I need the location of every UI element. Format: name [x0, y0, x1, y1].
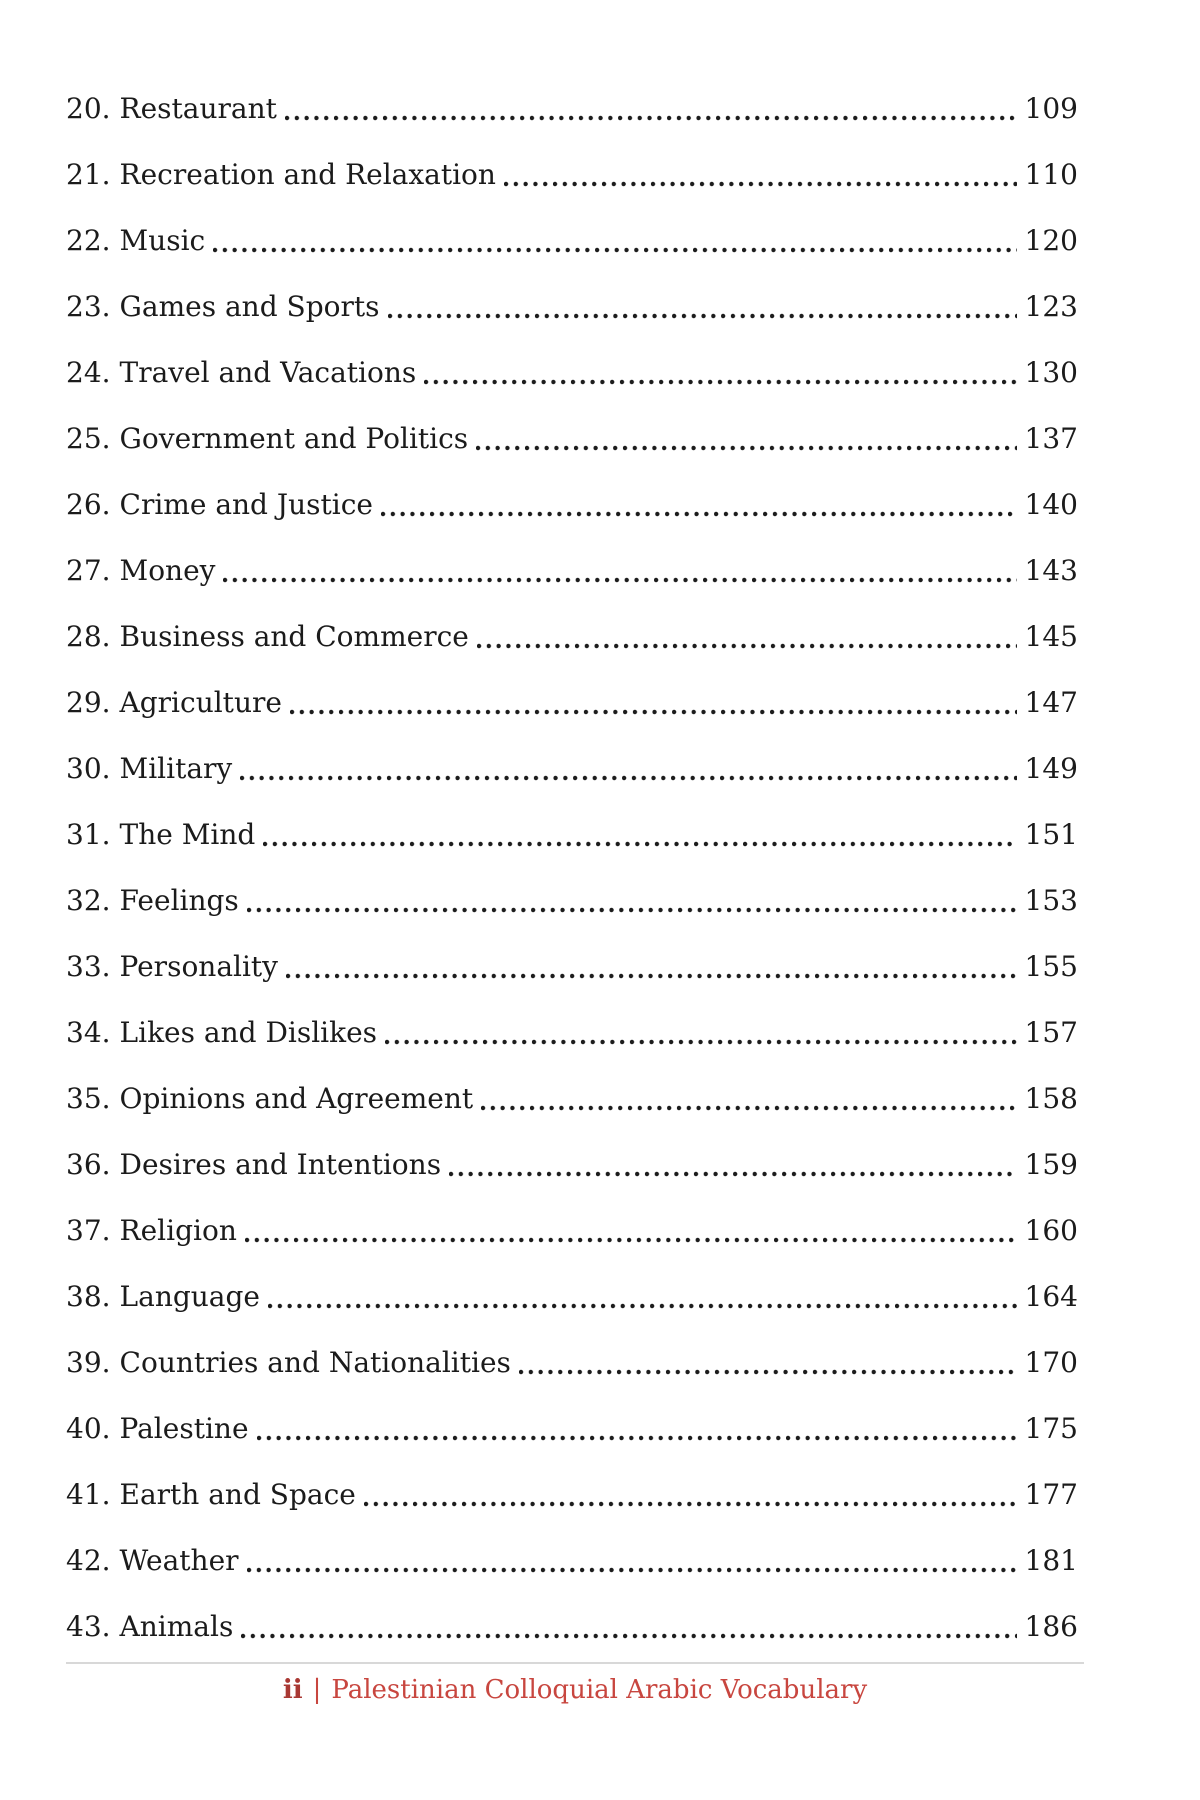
toc-entry-title: Earth and Space [119, 1478, 356, 1511]
footer-page-number: ii [282, 1675, 303, 1705]
toc-entry-title: Military [119, 752, 233, 785]
toc-entry-title: Money [119, 554, 216, 587]
footer-text [66, 1674, 1084, 1706]
toc-entry-row [66, 686, 1078, 720]
toc-entry-number: 24. [66, 356, 111, 389]
toc-entry-page: 137 [1024, 422, 1078, 455]
toc-entry-page: 149 [1024, 752, 1078, 785]
toc-entry-number: 43. [66, 1610, 111, 1643]
dot-leader [290, 709, 1017, 715]
toc-entry-page: 145 [1024, 620, 1078, 653]
toc-entry-title: Religion [119, 1214, 237, 1247]
dot-leader [449, 1171, 1016, 1177]
toc-entry-page: 175 [1024, 1412, 1078, 1445]
footer-divider [66, 1662, 1084, 1664]
toc-entry-row [66, 554, 1078, 588]
toc-entry-number: 25. [66, 422, 111, 455]
toc-entry-number: 21. [66, 158, 111, 191]
toc-entry-title: Games and Sports [119, 290, 380, 323]
toc-entry-row [66, 158, 1078, 192]
toc-entry-page: 147 [1024, 686, 1078, 719]
toc-entry-title: Weather [119, 1544, 239, 1577]
footer-book-title: Palestinian Colloquial Arabic Vocabulary [331, 1675, 868, 1705]
toc-entry-title: Likes and Dislikes [119, 1016, 378, 1049]
toc-entry-page: 151 [1024, 818, 1078, 851]
toc-entry-page: 110 [1024, 158, 1078, 191]
toc-entry-number: 34. [66, 1016, 111, 1049]
toc-entry-page: 177 [1024, 1478, 1078, 1511]
toc-entry-page: 160 [1024, 1214, 1078, 1247]
toc-entry-title: Language [119, 1280, 260, 1313]
toc-entry-row [66, 1478, 1078, 1512]
toc-entry-title: Desires and Intentions [119, 1148, 442, 1181]
toc-entry-title: Crime and Justice [119, 488, 373, 521]
toc-entry-row [66, 884, 1078, 918]
toc-entry-page: 109 [1024, 92, 1078, 125]
toc-entry-title: Feelings [119, 884, 239, 917]
toc-entry-title: Countries and Nationalities [119, 1346, 511, 1379]
dot-leader [388, 313, 1017, 319]
dot-leader [424, 379, 1016, 385]
toc-entry-row [66, 1412, 1078, 1446]
toc-entry-number: 20. [66, 92, 111, 125]
toc-entry-number: 33. [66, 950, 111, 983]
dot-leader [364, 1501, 1017, 1507]
dot-leader [240, 775, 1016, 781]
toc-entry-number: 40. [66, 1412, 111, 1445]
toc-entry-number: 28. [66, 620, 111, 653]
dot-leader [476, 445, 1016, 451]
toc-entry-number: 31. [66, 818, 111, 851]
toc-entry-row [66, 356, 1078, 390]
toc-entry-row [66, 422, 1078, 456]
toc-entry-row [66, 92, 1078, 126]
toc-entry-row [66, 1280, 1078, 1314]
toc-entry-number: 39. [66, 1346, 111, 1379]
toc-entry-number: 41. [66, 1478, 111, 1511]
toc-entry-row [66, 290, 1078, 324]
toc-entry-title: Music [119, 224, 206, 257]
toc-entry-number: 23. [66, 290, 111, 323]
dot-leader [286, 973, 1017, 979]
toc-entry-row [66, 1610, 1078, 1644]
toc-entry-number: 30. [66, 752, 111, 785]
toc-entry-title: Restaurant [119, 92, 277, 125]
dot-leader [241, 1633, 1016, 1639]
toc-entry-page: 159 [1024, 1148, 1078, 1181]
footer-separator: | [312, 1675, 322, 1705]
toc-entry-page: 164 [1024, 1280, 1078, 1313]
toc-entry-row [66, 1346, 1078, 1380]
dot-leader [257, 1435, 1017, 1441]
dot-leader [481, 1105, 1016, 1111]
toc-entry-page: 130 [1024, 356, 1078, 389]
toc-entry-number: 22. [66, 224, 111, 257]
toc-entry-title: Personality [119, 950, 279, 983]
toc-entry-row [66, 1082, 1078, 1116]
page-footer [66, 1662, 1084, 1706]
toc-entry-title: Travel and Vacations [119, 356, 417, 389]
toc-entry-row [66, 488, 1078, 522]
toc-entry-number: 42. [66, 1544, 111, 1577]
dot-leader [519, 1369, 1017, 1375]
toc-entry-row [66, 224, 1078, 258]
toc-entry-page: 143 [1024, 554, 1078, 587]
dot-leader [213, 247, 1016, 253]
toc-entry-page: 120 [1024, 224, 1078, 257]
toc-list [66, 92, 1078, 1676]
dot-leader [247, 907, 1017, 913]
toc-entry-page: 140 [1024, 488, 1078, 521]
toc-entry-number: 26. [66, 488, 111, 521]
toc-entry-title: Palestine [119, 1412, 249, 1445]
dot-leader [385, 1039, 1017, 1045]
toc-entry-row [66, 950, 1078, 984]
dot-leader [285, 115, 1017, 121]
dot-leader [245, 1237, 1017, 1243]
toc-entry-row [66, 1016, 1078, 1050]
toc-entry-page: 157 [1024, 1016, 1078, 1049]
toc-entry-number: 37. [66, 1214, 111, 1247]
dot-leader [381, 511, 1017, 517]
dot-leader [268, 1303, 1017, 1309]
dot-leader [504, 181, 1017, 187]
toc-entry-page: 123 [1024, 290, 1078, 323]
toc-entry-row [66, 1148, 1078, 1182]
toc-entry-number: 32. [66, 884, 111, 917]
toc-entry-title: The Mind [119, 818, 256, 851]
toc-entry-number: 35. [66, 1082, 111, 1115]
toc-entry-row [66, 752, 1078, 786]
toc-entry-title: Business and Commerce [119, 620, 469, 653]
toc-entry-page: 158 [1024, 1082, 1078, 1115]
toc-entry-number: 36. [66, 1148, 111, 1181]
toc-entry-title: Opinions and Agreement [119, 1082, 474, 1115]
toc-entry-title: Agriculture [119, 686, 282, 719]
dot-leader [223, 577, 1016, 583]
toc-entry-row [66, 1214, 1078, 1248]
toc-entry-row [66, 620, 1078, 654]
toc-entry-page: 181 [1024, 1544, 1078, 1577]
toc-entry-number: 27. [66, 554, 111, 587]
toc-entry-title: Government and Politics [119, 422, 469, 455]
toc-entry-number: 29. [66, 686, 111, 719]
toc-entry-page: 155 [1024, 950, 1078, 983]
dot-leader [263, 841, 1016, 847]
toc-entry-number: 38. [66, 1280, 111, 1313]
toc-entry-row [66, 1544, 1078, 1578]
toc-entry-row [66, 818, 1078, 852]
toc-entry-title: Recreation and Relaxation [119, 158, 496, 191]
dot-leader [477, 643, 1017, 649]
toc-entry-page: 186 [1024, 1610, 1078, 1643]
toc-entry-page: 153 [1024, 884, 1078, 917]
dot-leader [247, 1567, 1017, 1573]
toc-entry-page: 170 [1024, 1346, 1078, 1379]
toc-entry-title: Animals [119, 1610, 234, 1643]
